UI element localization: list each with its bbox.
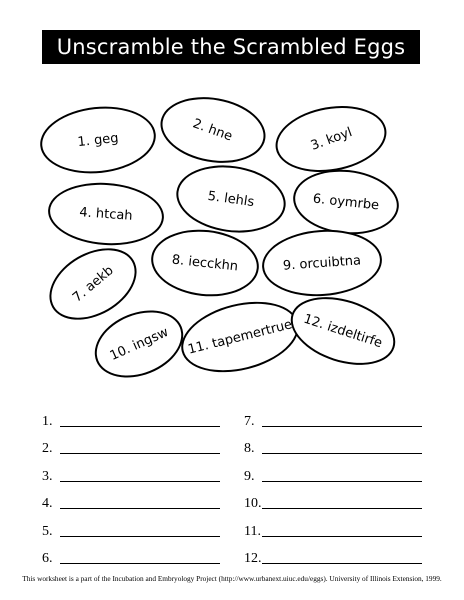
answer-row-10 xyxy=(244,485,422,513)
egg-2-label: 2. hne xyxy=(191,115,235,145)
answer-number: 2. xyxy=(42,441,53,456)
answer-line-5[interactable] xyxy=(60,536,220,537)
answer-line-7[interactable] xyxy=(262,426,422,427)
egg-1 xyxy=(37,101,159,179)
egg-1-label: 1. geg xyxy=(76,130,120,150)
egg-4 xyxy=(46,179,166,249)
egg-8-label: 8. iecckhn xyxy=(171,252,239,274)
answer-row-4 xyxy=(42,485,220,513)
answer-row-1 xyxy=(42,402,220,430)
egg-8 xyxy=(148,225,262,302)
worksheet-title: Unscramble the Scrambled Eggs xyxy=(42,30,420,64)
answer-number: 8. xyxy=(244,441,255,456)
answer-row-8 xyxy=(244,430,422,458)
answer-row-9 xyxy=(244,457,422,485)
egg-11 xyxy=(174,290,306,383)
answer-row-3 xyxy=(42,457,220,485)
egg-3-label: 3. koyl xyxy=(308,124,354,154)
answer-line-8[interactable] xyxy=(262,453,422,454)
answer-line-2[interactable] xyxy=(60,453,220,454)
egg-12-label: 12. izdeltirfe xyxy=(301,311,385,351)
answers-left xyxy=(42,402,220,567)
answer-line-6[interactable] xyxy=(60,563,220,564)
egg-3 xyxy=(270,98,391,180)
egg-9-label: 9. orcuibtna xyxy=(282,252,362,274)
egg-9 xyxy=(260,226,384,300)
answer-number: 11. xyxy=(244,523,261,539)
egg-10-label: 10. ingsw xyxy=(107,324,171,364)
egg-4-label: 4. htcah xyxy=(78,204,134,224)
answer-number: 6. xyxy=(42,551,53,566)
answer-number: 4. xyxy=(42,496,53,511)
answer-number: 12. xyxy=(244,551,262,566)
answers-right xyxy=(244,402,422,567)
egg-12 xyxy=(282,285,404,377)
answer-line-9[interactable] xyxy=(262,481,422,482)
answer-line-12[interactable] xyxy=(262,563,422,564)
answer-row-6 xyxy=(42,540,220,568)
answer-row-5 xyxy=(42,512,220,540)
answer-line-10[interactable] xyxy=(262,508,422,509)
egg-11-label: 11. tapemertrue xyxy=(186,316,294,358)
answer-row-2 xyxy=(42,430,220,458)
answer-number: 7. xyxy=(244,413,255,429)
answer-row-12 xyxy=(244,540,422,568)
egg-5 xyxy=(172,159,290,240)
answer-number: 5. xyxy=(42,523,53,539)
answer-number: 3. xyxy=(42,468,53,484)
answer-number: 9. xyxy=(244,468,255,484)
answer-number: 10. xyxy=(244,496,262,511)
egg-6-label: 6. oymrbe xyxy=(312,191,380,213)
egg-5-label: 5. lehls xyxy=(206,188,256,210)
egg-7-label: 7. aekb xyxy=(69,262,117,306)
answer-row-7 xyxy=(244,402,422,430)
answer-line-1[interactable] xyxy=(60,426,220,427)
footer-credit: This worksheet is a part of the Incubation and Embryology Project (http://www.urbanext.uiuc.edu/eggs). University of Illinois Extension, 1999. xyxy=(22,574,442,583)
answer-line-3[interactable] xyxy=(60,481,220,482)
egg-2 xyxy=(155,89,271,170)
answer-row-11 xyxy=(244,512,422,540)
answer-line-4[interactable] xyxy=(60,508,220,509)
answer-number: 1. xyxy=(42,413,53,429)
answer-line-11[interactable] xyxy=(262,536,422,537)
egg-6 xyxy=(290,165,402,240)
